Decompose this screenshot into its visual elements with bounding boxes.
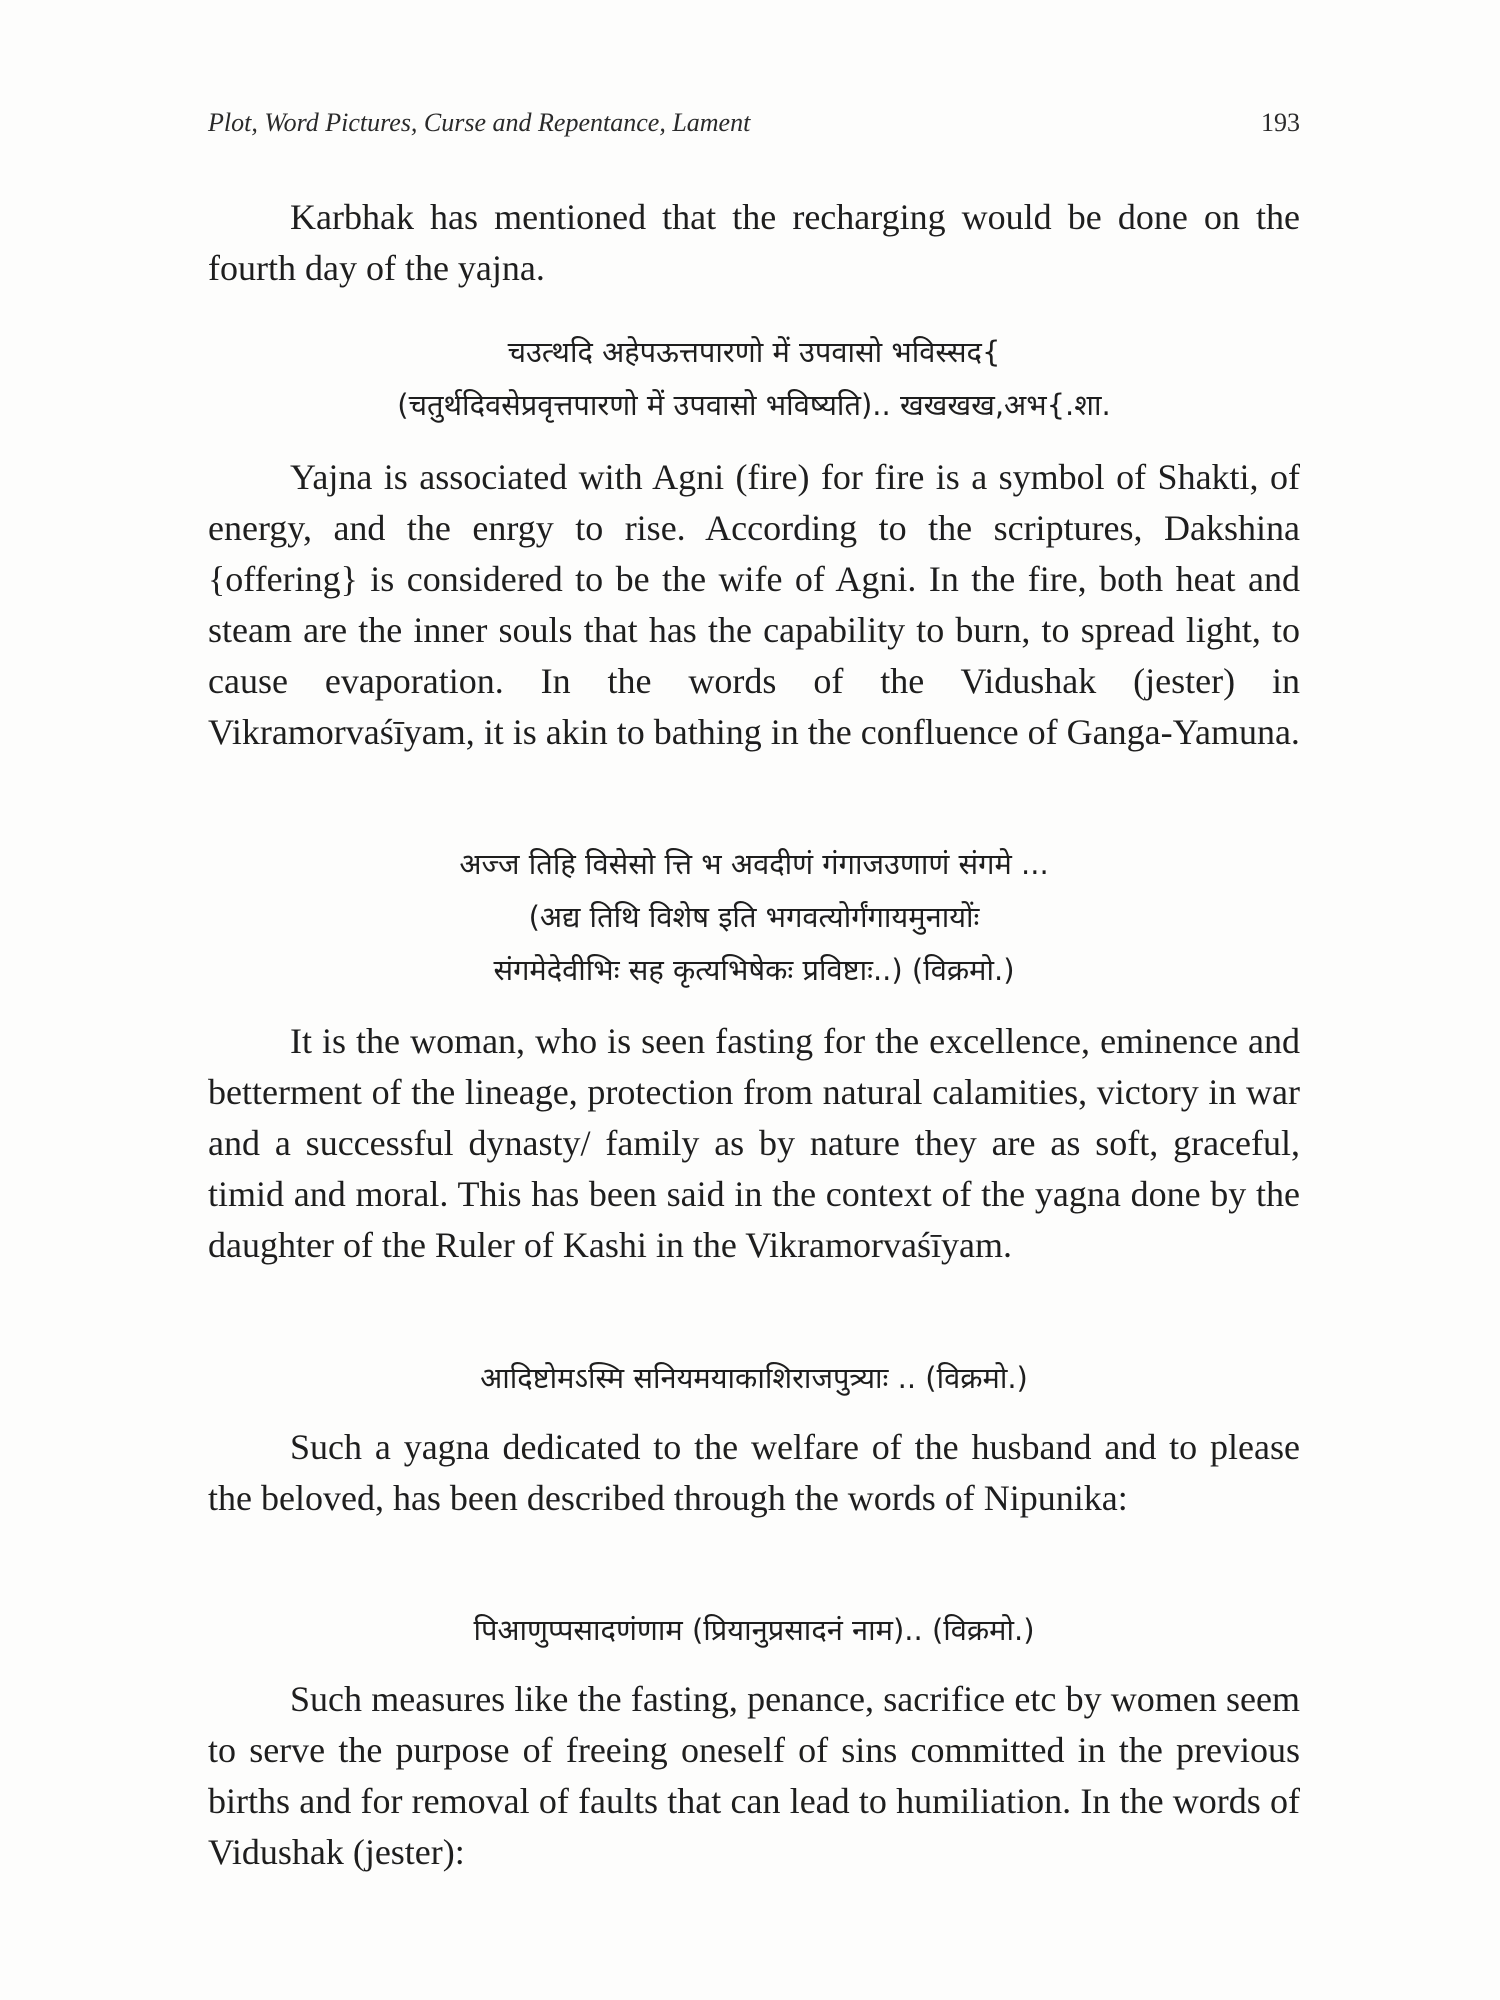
verse-line: अज्ज तिहि विसेसो त्ति भ अवदीणं गंगाजउणाणं संगमे ... (459, 847, 1049, 881)
sanskrit-verse-4 (208, 1604, 1300, 1657)
verse-line: चउत्थदि अहेपऊत्तपारणो में उपवासो भविस्सद{ (507, 335, 1001, 369)
sanskrit-verse-3 (208, 1352, 1300, 1405)
paragraph-3: It is the woman, who is seen fasting for the excellence, eminence and betterment of the lineage, protection from natural calamities, victory in war and a successful dynasty/ family as by nature they are as soft, graceful, timid and moral. This has been said in the context of the yagna done by the daughter of the Ruler of Kashi in the Vikramorvaśīyam. (208, 1021, 1300, 1265)
paragraph-5: Such measures like the fasting, penance, sacrifice etc by women seem to serve the purpose of freeing oneself of sins committed in the previous births and for removal of faults that can lead to humiliation. In the words of Vidushak (jester): (208, 1679, 1300, 1872)
verse-line: (चतुर्थदिवसेप्रवृत्तपारणो में उपवासो भविष्यति).. खखखख,अभ{.शा. (397, 388, 1111, 422)
verse-line: पिआणुप्पसादणंणाम (प्रियानुप्रसादनं नाम).. (विक्रमो.) (473, 1613, 1035, 1647)
page-number: 193 (1261, 108, 1300, 137)
running-header (208, 108, 1300, 142)
verse-line: (अद्य तिथि विशेष इति भगवत्योर्गंगायमुनायोंः (528, 900, 980, 934)
sanskrit-verse-1 (208, 326, 1300, 432)
sanskrit-verse-2 (208, 838, 1300, 997)
paragraph-1: Karbhak has mentioned that the recharging would be done on the fourth day of the yajna. (208, 197, 1300, 288)
running-header-title: Plot, Word Pictures, Curse and Repentance, Lament (208, 108, 751, 137)
paragraph-2: Yajna is associated with Agni (fire) for fire is a symbol of Shakti, of energy, and the enrgy to rise. According to the scriptures, Dakshina {offering} is considered to be the wife of Agni. In the fire, both heat and steam are the inner souls that has the capability to burn, to spread light, to cause evaporation. In the words of the Vidushak (jester) in Vikramorvaśīyam, it is akin to bathing in the confluence of Ganga-Yamuna. (208, 457, 1300, 752)
paragraph-4: Such a yagna dedicated to the welfare of the husband and to please the beloved, has been described through the words of Nipunika: (208, 1427, 1300, 1518)
verse-line: संगमेदेवीभिः सह कृत्यभिषेकः प्रविष्टाः..) (विक्रमो.) (493, 953, 1015, 987)
verse-line: आदिष्टोमऽस्मि सनियमयाकाशिराजपुत्र्याः .. (विक्रमो.) (480, 1361, 1028, 1395)
